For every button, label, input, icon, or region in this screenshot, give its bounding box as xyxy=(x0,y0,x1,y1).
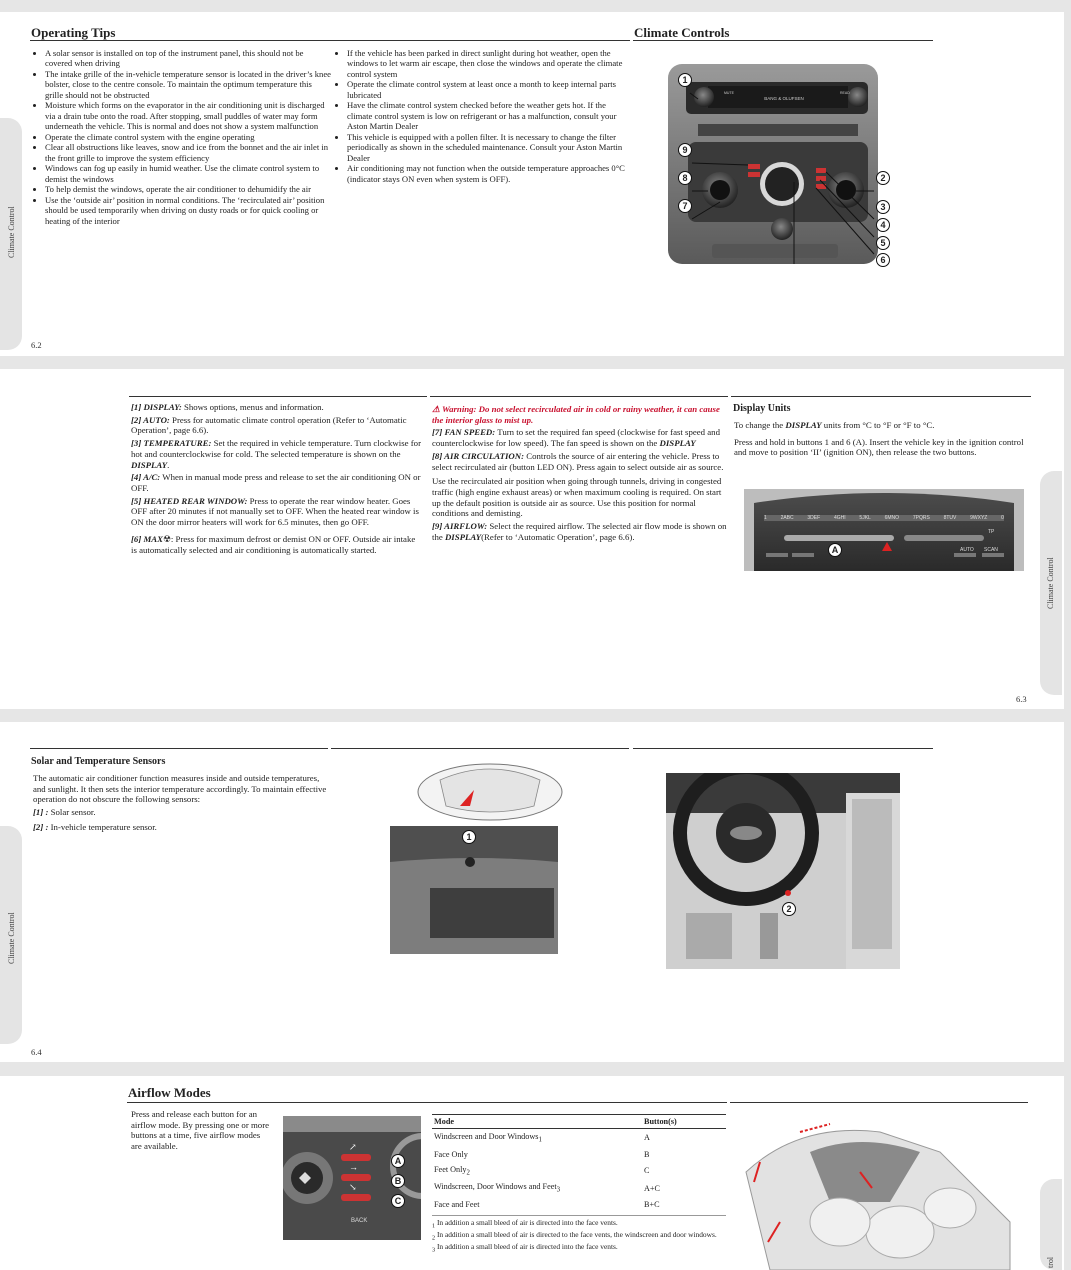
callout-8: 8 xyxy=(678,171,692,185)
airflow-intro: Press and release each button for an airflow mode. By pressing one or more buttons at a time, five airflow modes are available. xyxy=(131,1109,270,1152)
heading-rule xyxy=(127,1102,727,1103)
buttons-column-header: Button(s) xyxy=(642,1115,726,1129)
tip-item: • Use the ‘outside air’ position in normal conditions. The ‘recirculated air’ position should be used temporarily when driving on dusty roads or for quick cooling or heating of the interior xyxy=(45,195,331,226)
column-rule xyxy=(331,748,629,749)
footnote: $_3$ In addition a small bleed of air is directed into the face vents. xyxy=(432,1241,618,1254)
page-number: 6.3 xyxy=(1016,694,1027,704)
tip-item: • To help demist the windows, operate the air conditioner to dehumidify the air xyxy=(45,184,331,194)
desc-heated-rear-window: [5] HEATED REAR WINDOW: Press to operate the rear window heater. Goes OFF after 20 minutes if not manually set to OFF. When the heated rear window is ON the door mirror heaters will work for 6.5 minutes, then go OFF. xyxy=(131,495,419,528)
operating-tips-heading: Operating Tips xyxy=(31,25,116,40)
airflow-modes-heading: Airflow Modes xyxy=(128,1085,211,1100)
heading-rule xyxy=(730,1102,1028,1103)
desc-auto: [2] AUTO: Press for automatic climate control operation (Refer to ‘Automatic Operation’, page 6.6). xyxy=(131,414,407,436)
preset-key[interactable]: 9WXYZ xyxy=(970,515,988,521)
preset-key[interactable]: 4GHI xyxy=(833,515,846,521)
desc-air-circulation: [8] AIR CIRCULATION: Controls the source of air entering the vehicle. Press to select recirculated air (button LED ON). Press again to select outside air as source. xyxy=(432,450,724,472)
climate-panel-drawing xyxy=(668,64,878,264)
car-interior-airflow-image xyxy=(740,1112,1016,1270)
airflow-mode-table xyxy=(432,1114,726,1255)
tip-item: • The intake grille of the in-vehicle temperature sensor is located in the driver’s knee bolster, close to the centre console. To maintain the optimum temperature this grille should not be obstructed xyxy=(45,69,331,100)
preset-key[interactable]: 7PQRS xyxy=(912,515,930,521)
back-label: BACK xyxy=(351,1218,368,1224)
manual-page-airflow xyxy=(0,1076,1064,1270)
scan-label: SCAN xyxy=(984,547,998,553)
desc-temperature: [3] TEMPERATURE: Set the required in vehicle temperature. Turn clockwise for hot and counterclockwise for cold. The selected temperature is shown on the DISPLAY. xyxy=(131,438,422,470)
face-airflow-icon: → xyxy=(349,1162,358,1172)
heading-rule xyxy=(30,40,630,41)
manual-page-6-2 xyxy=(0,12,1064,356)
tip-item: • This vehicle is equipped with a pollen filter. It is necessary to change the filter periodically as shown in the scheduled maintenance. Consult your Aston Martin Dealer xyxy=(347,132,631,163)
sensor-item: [1] : Solar sensor. xyxy=(33,807,96,818)
footnotes xyxy=(432,1215,726,1255)
tip-item: • Have the climate control system checked before the weather gets hot. If the climate control system is low on refrigerant or has a malfunction, consult your Aston Martin Dealer xyxy=(347,100,631,131)
tips-column-1 xyxy=(31,48,331,226)
page-number: 6.4 xyxy=(31,1047,42,1057)
tip-item: • If the vehicle has been parked in direct sunlight during hot weather, open the windows to let warm air escape, then close the windows and operate the climate control system xyxy=(347,48,631,79)
car-interior-drawing xyxy=(740,1112,1016,1270)
footnote: $_2$ In addition a small bleed of air is directed to the face vents, the windscreen and door windows. xyxy=(432,1229,717,1242)
tip-item: • Operate the climate control system with the engine operating xyxy=(45,132,331,142)
manual-page-6-3 xyxy=(0,369,1064,709)
tip-item: • Operate the climate control system at least once a month to keep internal parts lubricated xyxy=(347,79,631,100)
column-rule xyxy=(430,396,728,397)
side-label: Climate Control xyxy=(7,206,16,258)
tip-item: • A solar sensor is installed on top of the instrument panel, this should not be covered when driving xyxy=(45,48,331,69)
footnote: $_1$ In addition a small bleed of air is directed into the face vents. xyxy=(432,1217,618,1230)
solar-sensor-drawing xyxy=(390,758,578,954)
feet-airflow-icon: ↘ xyxy=(349,1182,357,1192)
callout-1: 1 xyxy=(678,73,692,87)
desc-display: [1] DISPLAY: Shows options, menus and information. xyxy=(131,402,324,412)
callout-B: B xyxy=(391,1174,405,1188)
table-row: Face and Feet B+C xyxy=(434,1199,660,1209)
callout-A: A xyxy=(391,1154,405,1168)
radio-unit-drawing xyxy=(744,489,1024,571)
callout-C: C xyxy=(391,1194,405,1208)
airflow-buttons-image xyxy=(283,1116,421,1240)
callout-1: 1 xyxy=(462,830,476,844)
callout-7: 7 xyxy=(678,199,692,213)
page-number: 6.2 xyxy=(31,340,42,350)
tip-item: • Windows can fog up easily in humid weather. Use the climate control system to demist the windows xyxy=(45,163,331,184)
table-row: Face Only B xyxy=(434,1149,650,1159)
desc-ac: [4] A/C: When in manual mode press and release to set the air conditioning ON or OFF. xyxy=(131,472,421,494)
column-rule xyxy=(731,396,1031,397)
manual-page-6-4 xyxy=(0,722,1064,1062)
control-descriptions-col1 xyxy=(131,402,421,557)
climate-panel-image xyxy=(668,64,878,264)
sensors-text: The automatic air conditioner function measures inside and outside temperatures, and sunlight. It then sets the interior temperature accordingly. To maintain effective operation do not obscure the following sensors: [1] : Solar sensor. [2] : In-vehicle temperature sensor. xyxy=(33,773,327,832)
preset-key[interactable]: 5JKL xyxy=(859,515,871,521)
cabin-drawing xyxy=(666,773,900,969)
callout-6: 6 xyxy=(876,253,890,267)
table-row: Windscreen, Door Windows and Feet$_3$ A+C xyxy=(434,1182,660,1194)
mode-column-header: Mode xyxy=(432,1115,642,1129)
radio-unit-image xyxy=(744,489,1024,571)
defrost-icon: ☢ xyxy=(163,533,171,544)
tips-column-2 xyxy=(333,48,631,184)
climate-controls-heading: Climate Controls xyxy=(634,25,730,40)
side-label: Climate Control xyxy=(7,912,16,964)
sensor-item: [2] : In-vehicle temperature sensor. xyxy=(33,821,157,832)
callout-2: 2 xyxy=(782,902,796,916)
side-label: Climate Control xyxy=(1046,557,1055,609)
preset-key[interactable]: 2ABC xyxy=(780,515,794,521)
column-rule xyxy=(129,396,427,397)
table-row: Windscreen and Door Windows$_1$ A xyxy=(434,1132,650,1144)
preset-keys xyxy=(764,515,1004,521)
control-descriptions-col2 xyxy=(432,404,728,545)
display-units-heading: Display Units xyxy=(733,403,791,414)
table-row: Feet Only$_2$ C xyxy=(434,1164,650,1177)
auto-label: AUTO xyxy=(960,547,974,553)
preset-key[interactable]: 8TUV xyxy=(943,515,957,521)
preset-key[interactable]: 1 xyxy=(764,515,767,521)
windscreen-airflow-icon: ↗ xyxy=(349,1142,357,1152)
callout-A: A xyxy=(828,543,842,557)
preset-key[interactable]: 3DEF xyxy=(807,515,821,521)
desc-airflow: [9] AIRFLOW: Select the required airflow. The selected air flow mode is shown on the DISPLAY(Refer to ‘Automatic Operation’, page 6.6). xyxy=(432,521,727,542)
temperature-sensor-image xyxy=(666,773,900,969)
desc-fan-speed: [7] FAN SPEED: Turn to set the required fan speed (clockwise for fast speed and counterclockwise for low speed). The fan speed is shown on the DISPLAY xyxy=(432,427,720,449)
desc-recirculation-use: Use the recirculated air position when going through tunnels, driving in congested traffic (high engine exhaust areas) or when maximum cooling is required. On start up the default position is outside air as source. Use this position for normal conditions and demisting. xyxy=(432,476,722,519)
callout-3: 3 xyxy=(876,200,890,214)
column-rule xyxy=(30,748,328,749)
display-units-text: To change the DISPLAY units from °C to °F or °F to °C. Press and hold in buttons 1 and 6 (A). Insert the vehicle key in the ignition control and move to position ‘II’ (ignition ON), then release the two buttons. xyxy=(734,420,1024,458)
column-rule xyxy=(633,748,933,749)
brand-label: BANG & OLUFSEN xyxy=(764,96,804,101)
preset-key[interactable]: 6MNO xyxy=(884,515,900,521)
preset-key[interactable]: 0 xyxy=(1001,515,1004,521)
warning-note: ⚠ Warning: Do not select recirculated air in cold or rainy weather, it can cause the interior glass to mist up. xyxy=(432,404,720,425)
callout-9: 9 xyxy=(678,143,692,157)
warning-icon: ⚠ xyxy=(432,404,442,414)
tip-item: • Air conditioning may not function when the outside temperature approaches 0°C (indicator stays ON even when system is OFF). xyxy=(347,163,631,184)
sensors-heading: Solar and Temperature Sensors xyxy=(31,756,166,767)
callout-4: 4 xyxy=(876,218,890,232)
side-label-partial: trol xyxy=(1046,1256,1055,1268)
mute-label: MUTE xyxy=(724,91,734,95)
solar-sensor-image xyxy=(390,758,578,954)
callout-5: 5 xyxy=(876,236,890,250)
tp-label: TP xyxy=(988,529,995,535)
desc-max: [6] MAX☢: Press for maximum defrost or demist ON or OFF. Outside air intake is automatically selected and air conditioning is automatically started. xyxy=(131,533,416,555)
read-label: READ xyxy=(840,91,850,95)
callout-2: 2 xyxy=(876,171,890,185)
tip-item: • Moisture which forms on the evaporator in the air conditioning unit is discharged via a drain tube onto the road. After stopping, small puddles of water may form underneath the vehicle. This is normal and does not show a system malfunction xyxy=(45,100,331,131)
tip-item: • Clear all obstructions like leaves, snow and ice from the bonnet and the air inlet in the front grille to improve the system efficiency xyxy=(45,142,331,163)
